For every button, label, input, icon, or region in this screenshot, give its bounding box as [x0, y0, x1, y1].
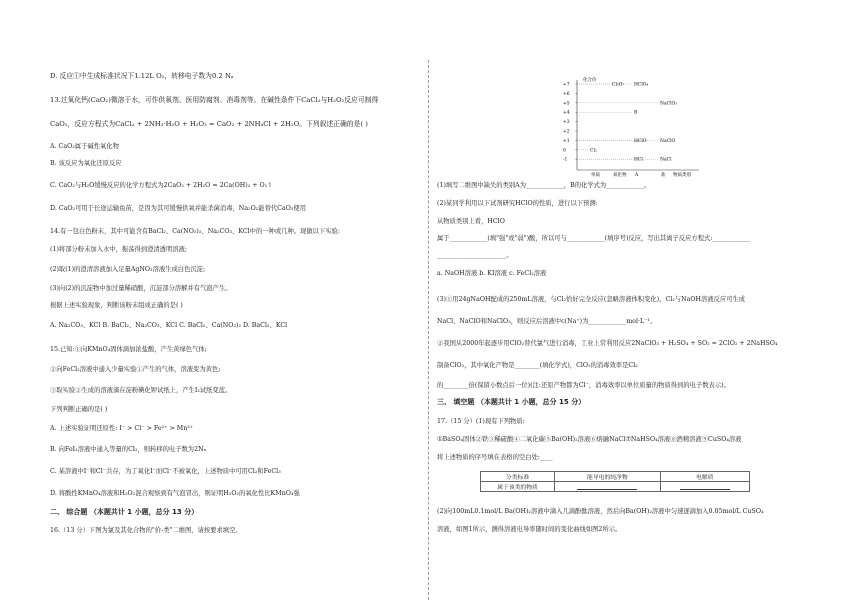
- q13-option-d: D. CaO₂可用于长途运输鱼苗，是因为其可缓慢供氧并能杀菌消毒，Na₂O₂能替代CaO₂使用: [50, 205, 307, 212]
- q15-option-c: C. 某溶液中I⁻和Cl⁻共存，为了氧化I⁻而Cl⁻不被氧化，上述物质中可用Cl₂和FeCl₃: [50, 468, 281, 475]
- q15-option-a: A. 上述实验证明还原性: I⁻ > Cl⁻ > Fe²⁺ > Mn²⁺: [50, 425, 194, 432]
- chart-x-tick-label: 单质: [591, 173, 600, 178]
- q13-option-b: B. 该反应为氧化还原反应: [50, 160, 122, 167]
- chart-x-label: 物质类别: [673, 173, 691, 178]
- chart-x-tick-label: 氧化物: [613, 173, 627, 178]
- section-2-title: 二、 综合题 （本题共计 1 小题，总分 13 分）: [50, 508, 199, 516]
- q15-option-b: B. 向FeI₂溶液中通入等量的Cl₂，则转移的电子数为2Nₐ: [50, 446, 207, 453]
- table-answer-cell[interactable]: [555, 482, 661, 492]
- chart-point-label: B: [634, 110, 638, 116]
- q16-part-3: (3)①用24gNaOH配成的250mL溶液，与Cl₂恰好完全反应(忽略溶液体积变化)，Cl₂与NaOH溶液反应可生成: [437, 296, 746, 303]
- q13-option-a: A. CaO₂属于碱性氧化物: [50, 143, 119, 150]
- q16-part-3-clo2: ②我国从2000年起逐步用ClO₂替代氯气进行消毒，工业上常利用反应2NaClO₃ + H₂SO₄ + SO₂ = 2ClO₂ + 2NaHSO₄: [437, 340, 778, 347]
- chart-point-label: HCl: [634, 157, 643, 163]
- chart-y-tick-label: +2: [563, 129, 570, 135]
- q13-stem-2: CaO₂，反应方程式为CaCl₂ + 2NH₃·H₂O + H₂O₂ = CaO₂ + 2NH₄Cl + 2H₂O。下列叙述正确的是( ): [50, 120, 368, 128]
- chart-y-tick-label: +3: [563, 120, 570, 126]
- q17-part-2: (2)向100mL0.1mol/L Ba(OH)₂溶液中滴入几滴酚酞溶液，然后向Ba(OH)₂溶液中匀速逐滴加入0.05mol/L CuSO₄: [437, 508, 764, 515]
- q16-part-3-na: NaCl、NaClO和NaClO₃，则反应后溶液中c(Na⁺)为____________mol·L⁻¹。: [437, 318, 657, 325]
- chart-point-label: HClO: [634, 138, 647, 144]
- column-divider: [428, 60, 429, 600]
- q17-part-2-line: 溶液，如图1所示，测得溶液电导率随时间的变化曲线如图2所示。: [437, 526, 622, 533]
- table-answer-cell[interactable]: [660, 482, 749, 492]
- q12-option-d: D. 反应①中生成标准状况下1.12L O₂，转移电子数为0.2 Nₐ: [50, 72, 234, 80]
- chart-y-tick-label: +7: [563, 82, 570, 88]
- chart-y-tick-label: 0: [563, 148, 566, 154]
- q16-reagents: a. NaOH溶液 b. KI溶液 c. FeCl₂溶液: [437, 270, 547, 277]
- table-header: 能导电的纯净物: [555, 472, 661, 482]
- q16-part-1: (1)填写二维图中缺失的类别A为____________，B的化学式为____________。: [437, 182, 651, 189]
- q13-option-c: C. CaO₂与H₂O缓慢反应的化学方程式为2CaO₂ + 2H₂O = 2Ca(OH)₂ + O₂↑: [50, 182, 273, 189]
- chart-y-tick-label: +4: [563, 110, 570, 116]
- chart-point-label: Cl₂O₇: [612, 82, 625, 88]
- q14-step-2: (2)取(1)的澄清溶液加入足量AgNO₃溶液生成白色沉淀;: [50, 266, 206, 273]
- q14-options: A. Na₂CO₃、KCl B. BaCl₂、Na₂CO₃、KCl C. BaCl₂、Ca(NO₃)₂ D. BaCl₂、KCl: [50, 322, 288, 329]
- q14-question: 根据上述实验现象，判断该粉末组成正确的是( ): [50, 302, 183, 309]
- q17-stem: 17.（15 分）(1)现有下列物质:: [437, 418, 525, 425]
- q17-instructions: 将上述物质的序号填在表格的空白处:____: [437, 454, 553, 461]
- q16-part-3-product: 制备ClO₂，其中氧化产物是________(填化学式)，ClO₂的消毒效率是Cl₂: [437, 362, 638, 369]
- q15-step-3: ③取实验②生成的溶液滴在淀粉碘化钾试纸上，产生I₂试纸变蓝。: [50, 387, 232, 394]
- q16-part-2-line: 从物质类别上看，HClO: [437, 218, 505, 225]
- table-header: 电解质: [660, 472, 749, 482]
- chart-point-label: NaClO₃: [660, 101, 677, 107]
- chart-point-label: Cl₂: [590, 148, 597, 154]
- q14-stem: 14.有一包白色粉末，其中可能含有BaCl₂、Ca(NO₃)₂、Na₂CO₃、KCl中的一种或几种。现做以下实验:: [50, 228, 340, 235]
- chart-y-tick-label: +6: [563, 91, 570, 97]
- q16-stem: 16.（13 分）下图为氯及其化合物的"价-类"二维图，请按要求填空。: [50, 527, 242, 534]
- chart-point-label: HClO₄: [634, 82, 649, 88]
- section-3-title: 三、 填空题 （本题共计 1 小题，总分 15 分）: [437, 398, 586, 406]
- q17-substances: ①BaSO₄固体②铁③稀硫酸④二氧化碳⑤Ba(OH)₂溶液⑥熔融NaCl⑦NaHSO₄溶液⑧酒精溶液⑨CuSO₄溶液: [437, 436, 742, 443]
- q15-step-2: ②向FeCl₂溶液中通入少量实验①产生的气体，溶液变为黄色;: [50, 366, 221, 373]
- chart-y-tick-label: -1: [563, 157, 568, 163]
- chart-x-tick-label: A: [635, 173, 639, 178]
- q16-part-2-blank: ______________________。: [437, 252, 513, 259]
- q13-stem: 13.过氧化钙(CaO₂)微溶于水，可作供氧剂、医用防腐剂、消毒剂等。在碱性条件下CaCl₂与H₂O₂反应可制得: [50, 96, 379, 104]
- q15-question: 下列判断正确的是( ): [50, 406, 108, 413]
- chart-y-label: 化合价: [583, 78, 597, 83]
- q16-part-3-eff: 的________倍(保留小数点后一位)(注:还原产物都为Cl⁻，消毒效率以单位质量的物质得到的电子数表示)。: [437, 382, 730, 389]
- chart-x-tick-label: 盐: [661, 173, 666, 178]
- q14-step-1: (1)将部分粉末加入水中，振荡得到澄清透明溶液;: [50, 246, 187, 253]
- chart-y-tick-label: +1: [563, 138, 570, 144]
- q14-step-3: (3)向(2)的沉淀物中加过量稀硝酸，沉淀部分溶解并有气泡产生。: [50, 285, 232, 292]
- table-row-label: 属于该类的物质: [481, 482, 555, 492]
- table-row: [481, 472, 750, 482]
- valence-class-chart: [555, 74, 705, 178]
- q15-stem: 15.已知:①向KMnO₄固体滴加浓盐酸，产生黄绿色气体;: [50, 346, 207, 353]
- table-row: [481, 482, 750, 492]
- chart-point-label: NaClO: [660, 138, 676, 144]
- q16-part-2: (2)某同学利用以下试剂研究HClO的性质，进行以下预测:: [437, 200, 598, 207]
- q16-part-2-acid: 属于____________(填"强"或"弱")酸，所以可与____________(填序号)反应，写出其离子反应方程式:____________: [437, 235, 751, 242]
- chart-y-tick-label: +5: [563, 101, 570, 107]
- q15-option-d: D. 将酸性KMnO₄溶液和H₂O₂混合观察到有气泡冒出，则证明H₂O₂的氧化性比KMnO₄强: [50, 490, 300, 497]
- classification-table: [480, 471, 750, 492]
- table-header: 分类标准: [481, 472, 555, 482]
- chart-point-label: NaCl: [660, 157, 672, 163]
